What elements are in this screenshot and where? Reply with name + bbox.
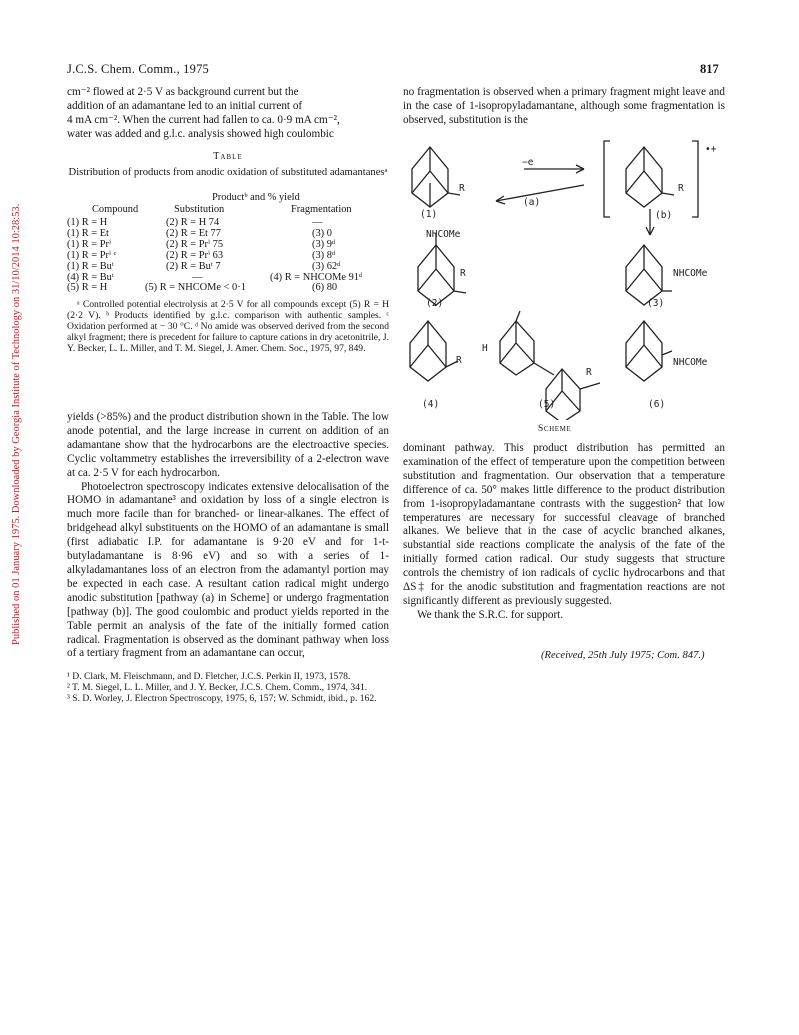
scheme-r1: R (459, 183, 465, 194)
scheme-nhcome-3: NHCOMe (673, 268, 708, 279)
table-cell: (4) R = NHCOMe 91ᵈ (270, 271, 363, 283)
table-cell: (1) R = Prⁱ (67, 238, 112, 250)
table-cell: (2) R = H 74 (166, 217, 220, 228)
table-cell: (6) 80 (312, 282, 338, 294)
table-cell: (5) R = NHCOMe < 0·1 (145, 282, 246, 294)
scheme-h5: H (482, 343, 488, 354)
table-cell: (2) R = Buᵗ 7 (166, 260, 221, 272)
right-top-paragraph: no fragmentation is observed when a primary fragment might leave and in the case of 1-isopropyladamantane, although some fragmentation is observed, substitution is the (403, 86, 725, 126)
compound-label-3: (3) (647, 298, 665, 309)
left-body (67, 411, 389, 661)
table-cell: (3) 62ᵈ (312, 260, 341, 272)
scheme-r4: R (456, 355, 462, 366)
adamantane-structure-4 (410, 321, 458, 381)
adamantane-structure-6 (626, 321, 672, 381)
table-cell: (1) R = Buᵗ (67, 260, 114, 272)
table-fragmentation-column (270, 217, 363, 294)
table-substitution-column (145, 217, 246, 294)
table-col-substitution: Substitution (174, 204, 225, 215)
paragraph: dominant pathway. This product distribution has permitted an examination of the effect of temperature upon the competition between substitution and fragmentation. Our observation that a temperature difference of ca. 50° makes little difference to the product distribution from 1-isopropyladamantane contrasts with the suggestion² that low temperatures are necessary for successful cleavage of branched alkanes. We believe that in the case of acyclic branched alkanes, substantial side reactions complicate the analysis of the fate of the initially formed cation radical. Our study suggests that structure controls the chemistry of ion radicals of cyclic hydrocarbons and that ΔS‡ for the anodic substitution and fragmentation reactions are not significantly different as previously suggested. (403, 442, 725, 607)
adamantane-structure-1 (412, 147, 460, 207)
compound-label-2: (2) (426, 298, 444, 309)
table-col-fragmentation: Fragmentation (291, 204, 352, 215)
table-caption: Distribution of products from anodic oxidation of substituted adamantanesᵃ (68, 167, 388, 178)
scheme-charge: •+ (705, 144, 717, 155)
scheme-nhcome-6: NHCOMe (673, 357, 708, 368)
table-cell: (2) R = Prⁱ 75 (166, 238, 224, 250)
text-line: addition of an adamantane led to an initial current of (67, 99, 303, 112)
watermark-text: Published on 01 January 1975. Downloaded by Georgia Institute of Technology on 31/10/2014 10:28:53. (11, 203, 22, 645)
table-cell: (5) R = H (67, 282, 108, 294)
page-number: 817 (700, 62, 719, 76)
table-cell: (2) R = Et 77 (166, 227, 221, 239)
right-body (403, 442, 725, 623)
table-cell: (3) 9ᵈ (312, 238, 336, 250)
references (67, 671, 377, 705)
table-cell: (4) R = Buᵗ (67, 271, 114, 283)
left-top-paragraph (67, 86, 389, 142)
paragraph: Photoelectron spectroscopy indicates extensive delocalisation of the HOMO in adamantane³ and oxidation by loss of a single electron is much more facile than for branched- or linear-alkanes. The effect of bridgehead alkyl substituents on the HOMO of an adamantane is small (first adiabatic I.P. for adamantane is 9·20 eV and for 1-t-butyladamantane is 8·96 eV) and so with a series of 1-alkyladamantanes loss of an electron from the adamantyl portion may be expected in each case. A resultant cation radical might undergo anodic substitution [pathway (a) in Scheme] or undergo fragmentation [pathway (b)]. The good coulombic and product yields reported in the Table permit an analysis of the fate of the initially formed cation radical. Fragmentation is observed as the dominant pathway when loss of a tertiary fragment from an adamantane can occur, (67, 480, 389, 660)
scheme-path-b: (b) (655, 210, 673, 221)
table-col-compound: Compound (92, 204, 139, 215)
compound-label-1: (1) (420, 209, 438, 220)
cation-radical-structure (604, 141, 698, 217)
table-cell: (1) R = Et (67, 227, 109, 239)
journal-header: J.C.S. Chem. Comm., 1975 (67, 62, 209, 76)
reference-item: ¹ D. Clark, M. Fleischmann, and D. Fletcher, J.C.S. Perkin II, 1973, 1578. (67, 671, 351, 682)
table-cell: — (312, 217, 323, 228)
table-title: Table (213, 151, 243, 162)
text-line: 4 mA cm⁻². When the current had fallen to ca. 0·9 mA cm⁻², (67, 113, 340, 126)
scheme-r2: R (460, 268, 466, 279)
scheme-caption: Scheme (538, 424, 572, 434)
text-line: water was added and g.l.c. analysis showed high coulombic (67, 127, 334, 140)
paragraph: We thank the S.R.C. for support. (417, 608, 564, 621)
table-cell: (1) R = Prⁱ ᶜ (67, 249, 117, 261)
compound-label-6: (6) (648, 399, 666, 410)
scheme-minus-e: −e (522, 157, 534, 168)
scheme-r5: R (586, 367, 592, 378)
scheme-r-cation: R (678, 183, 684, 194)
arrow-pathway-b (646, 209, 654, 235)
table-cell: (1) R = H (67, 217, 108, 228)
table-cell: (3) 8ᵈ (312, 249, 336, 261)
footnote-text: ᵃ Controlled potential electrolysis at 2·5 V for all compounds except (5) R = H (2·2 V). ᵇ Products identified by g.l.c. comparison with authentic samples. ᶜ Oxidation performed at − 30 °C. ᵈ No amide was observed derived from the second alkyl fragment; there is precedent for failure to capture cations in dry acetonitrile, J. Y. Becker, L. L. Miller, and T. M. Siegel, J. Amer. Chem. Soc., 1975, 97, 849. (67, 299, 389, 354)
table-cell: (3) 0 (312, 227, 332, 239)
compound-label-4: (4) (422, 399, 440, 410)
scheme-nhcome-2: NHCOMe (426, 229, 461, 240)
table-cell: (2) R = Prⁱ 63 (166, 249, 224, 261)
table-compound-column (67, 218, 116, 294)
adamantane-structure-3 (626, 245, 672, 305)
reference-item: ³ S. D. Worley, J. Electron Spectroscopy, 1975, 6, 157; W. Schmidt, ibid., p. 162. (67, 693, 377, 705)
adamantane-structure-2 (418, 233, 466, 305)
scheme-path-a: (a) (523, 197, 541, 208)
table-header-group: Productᵇ and % yield (212, 192, 300, 203)
table-cell: — (192, 271, 203, 283)
table-footnotes (67, 299, 389, 354)
received-date: (Received, 25th July 1975; Com. 847.) (541, 650, 705, 661)
download-watermark (2, 175, 20, 645)
reference-item: ² T. M. Siegel, L. L. Miller, and J. Y. Becker, J.C.S. Chem. Comm., 1974, 341. (67, 682, 368, 694)
paragraph: yields (>85%) and the product distribution shown in the Table. The low anode potential, and the large increase in current on addition of an adamantane show that the hydrocarbons are the electroactive species. Cyclic voltammetry establishes the irreversibility of a 2-electron wave at ca. 2·5 V for each hydrocarbon. (67, 411, 389, 479)
text-line: cm⁻² flowed at 2·5 V as background current but the (67, 86, 299, 98)
compound-label-5: (5) (538, 399, 556, 410)
